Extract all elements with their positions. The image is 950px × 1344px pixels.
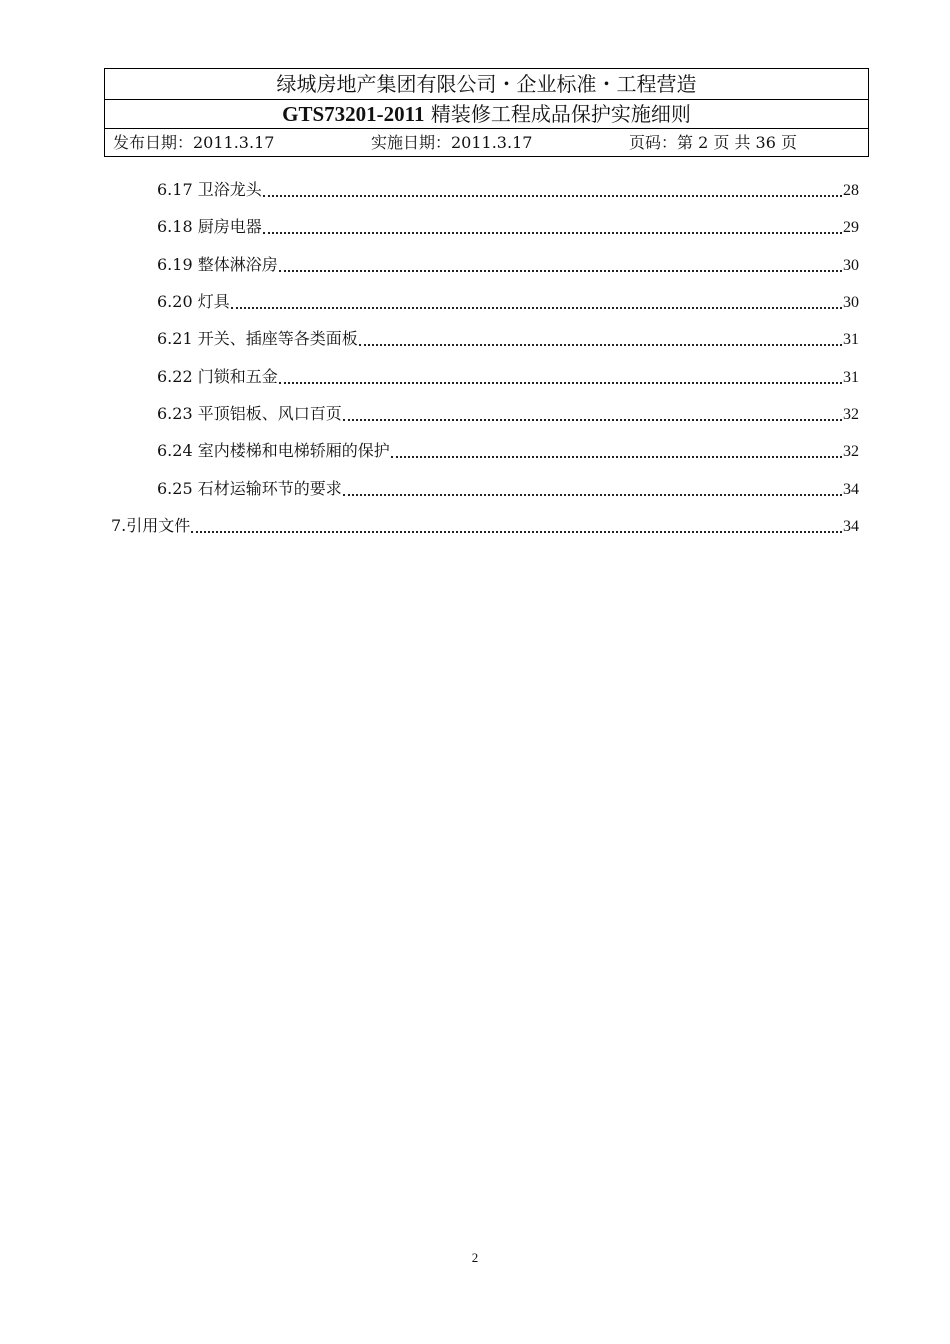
toc-leader-dots xyxy=(191,515,842,533)
toc-entry[interactable] xyxy=(157,325,859,349)
toc-leader-dots xyxy=(343,403,842,421)
standard-title: 精装修工程成品保护实施细则 xyxy=(430,102,691,126)
toc-leader-dots xyxy=(391,440,842,458)
standard-title-line xyxy=(105,100,868,129)
toc-entry-page: 29 xyxy=(843,219,859,236)
standard-code: GTS73201-2011 xyxy=(282,102,425,126)
effective-date: 实施日期：2011.3.17 xyxy=(371,133,533,152)
toc-leader-dots xyxy=(263,216,842,234)
toc-entry-label: 6.22 门锁和五金 xyxy=(157,367,278,386)
toc-entry-page: 34 xyxy=(843,481,859,498)
page-info: 页码：第 2 页 共 36 页 xyxy=(629,133,797,152)
toc-entry-label: 6.24 室内楼梯和电梯轿厢的保护 xyxy=(157,441,390,460)
toc-entry-page: 34 xyxy=(843,518,859,535)
toc-leader-dots xyxy=(359,328,842,346)
toc-leader-dots xyxy=(279,366,842,384)
toc-entry-label: 6.21 开关、插座等各类面板 xyxy=(157,329,358,348)
toc-entry-label: 6.23 平顶铝板、风口百页 xyxy=(157,404,342,423)
toc-leader-dots xyxy=(343,478,842,496)
toc-entry-page: 32 xyxy=(843,443,859,460)
page-number: 2 xyxy=(471,1250,479,1265)
toc-entry-page: 28 xyxy=(843,182,859,199)
toc-entry[interactable] xyxy=(111,512,859,536)
company-name: 绿城房地产集团有限公司・企业标准・工程营造 xyxy=(276,72,697,96)
toc-entry[interactable] xyxy=(157,475,859,499)
toc-entry-label: 7.引用文件 xyxy=(111,516,191,535)
toc-entry[interactable] xyxy=(157,213,859,237)
toc-entry-label: 6.19 整体淋浴房 xyxy=(157,255,278,274)
toc-entry-page: 32 xyxy=(843,406,859,423)
toc-entry[interactable] xyxy=(157,437,859,461)
meta-line xyxy=(105,129,868,156)
toc-entry[interactable] xyxy=(157,288,859,312)
toc-entry-page: 30 xyxy=(843,294,859,311)
toc-entry-label: 6.18 厨房电器 xyxy=(157,217,262,236)
toc-entry[interactable] xyxy=(157,251,859,275)
toc-entry-label: 6.20 灯具 xyxy=(157,292,230,311)
toc-entry[interactable] xyxy=(157,176,859,200)
toc-entry-page: 30 xyxy=(843,257,859,274)
toc-leader-dots xyxy=(231,291,842,309)
toc-entry[interactable] xyxy=(157,400,859,424)
toc-leader-dots xyxy=(263,179,842,197)
toc-entry-page: 31 xyxy=(843,369,859,386)
document-header xyxy=(104,68,869,157)
publish-date: 发布日期：2011.3.17 xyxy=(113,133,275,152)
toc-entry-label: 6.25 石材运输环节的要求 xyxy=(157,479,342,498)
toc-leader-dots xyxy=(279,254,842,272)
company-line xyxy=(105,69,868,100)
toc-entry-page: 31 xyxy=(843,331,859,348)
toc-entry[interactable] xyxy=(157,363,859,387)
toc-entry-label: 6.17 卫浴龙头 xyxy=(157,180,262,199)
